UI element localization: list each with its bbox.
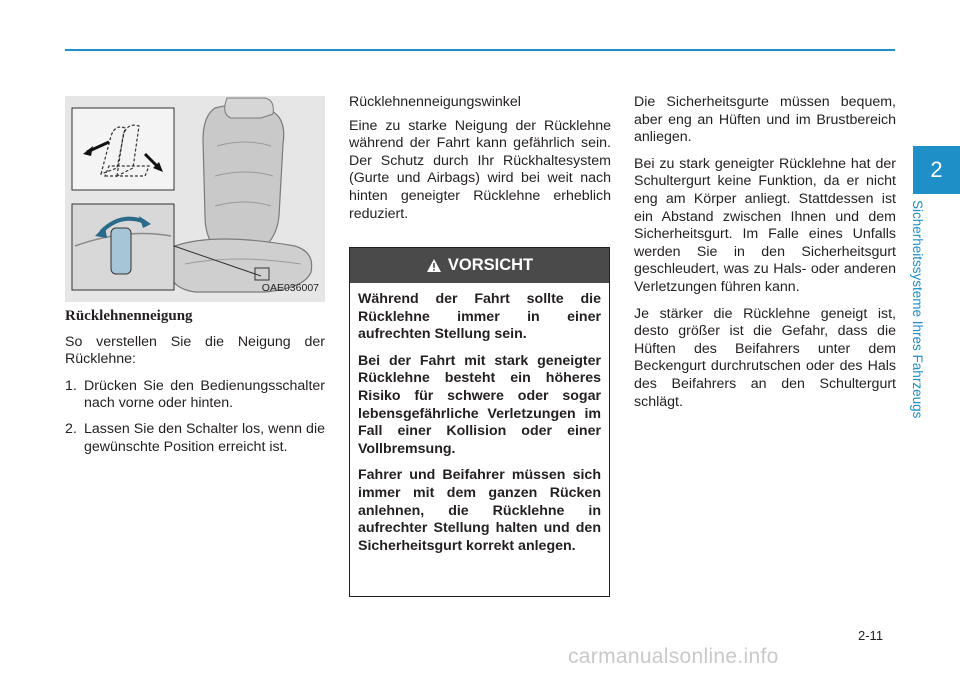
caution-header (350, 248, 609, 283)
section-heading: Rücklehnenneigung (65, 308, 193, 324)
step-text: Drücken Sie den Bedienungsschalter nach vorne oder hinten. (84, 377, 325, 412)
step-item (65, 378, 325, 413)
intro-text: So verstellen Sie die Neigung der Rücklehne: (65, 333, 325, 368)
chapter-tab (913, 146, 960, 194)
watermark: carmanualsonline.info (568, 645, 779, 668)
warning-triangle-icon (426, 258, 442, 273)
figure-code: OAE036007 (261, 282, 319, 295)
chapter-number: 2 (930, 157, 943, 182)
left-column (65, 96, 325, 464)
step-number: 1. (65, 377, 77, 394)
right-paragraph: Bei zu stark geneigter Rücklehne hat der Schultergurt keine Funktion, da er nicht eng am Körper anliegt. Stattdessen ist ein Abstand zwischen Ihnen und dem Sicherheitsgurt. Im Falle eines Unfalls werden Sie in den Sicherheitsgurt geschleudert, was zu Hals- oder anderen Verletzungen führen kann. (634, 155, 896, 295)
right-paragraph: Je stärker die Rücklehne geneigt ist, desto größer ist die Gefahr, dass die Hüften des Beifahrers unter dem Beckengurt durchrutschen oder des Hals des Beifahrers an den Schultergurt schlägt. (634, 305, 896, 410)
middle-paragraph: Eine zu starke Neigung der Rücklehne während der Fahrt kann gefährlich sein. Der Schutz durch Ihr Rückhaltesystem (Gurte und Airbags) wird bei weit nach hinten geneigter Rücklehne erheblich reduziert. (349, 117, 611, 222)
right-column (634, 94, 896, 420)
step-number: 2. (65, 420, 77, 437)
caution-label: VORSICHT (447, 256, 534, 274)
step-list (65, 378, 325, 456)
seat-illustration (65, 96, 325, 302)
caution-box (349, 247, 610, 597)
middle-column (349, 94, 611, 232)
caution-paragraph: Bei der Fahrt mit stark geneigter Rücklehne besteht ein höheres Risiko für schwere oder sogar lebensgefährliche Verletzungen im Fall einer Kollision oder einer Vollbremsung. (358, 352, 601, 457)
chapter-title-vertical (910, 200, 942, 436)
subsection-title: Rücklehnenneigungswinkel (349, 94, 521, 110)
caution-paragraph: Fahrer und Beifahrer müssen sich immer mit dem ganzen Rücken anlehnen, die Rücklehne in aufrechter Stellung halten und den Sicherheitsgurt korrekt anlegen. (358, 467, 601, 554)
seat-figure (65, 96, 325, 302)
step-item (65, 421, 325, 456)
caution-body (350, 283, 609, 555)
step-text: Lassen Sie den Schalter los, wenn die gewünschte Position erreicht ist. (84, 420, 325, 455)
right-paragraph: Die Sicherheitsgurte müssen bequem, aber eng an Hüften und im Brustbereich anliegen. (634, 94, 896, 146)
caution-paragraph: Während der Fahrt sollte die Rücklehne immer in einer aufrechten Stellung sein. (358, 291, 601, 343)
header-rule (65, 49, 895, 51)
chapter-title: Sicherheitssysteme Ihres Fahrzeugs (910, 200, 925, 419)
page-number: 2-11 (858, 628, 884, 643)
